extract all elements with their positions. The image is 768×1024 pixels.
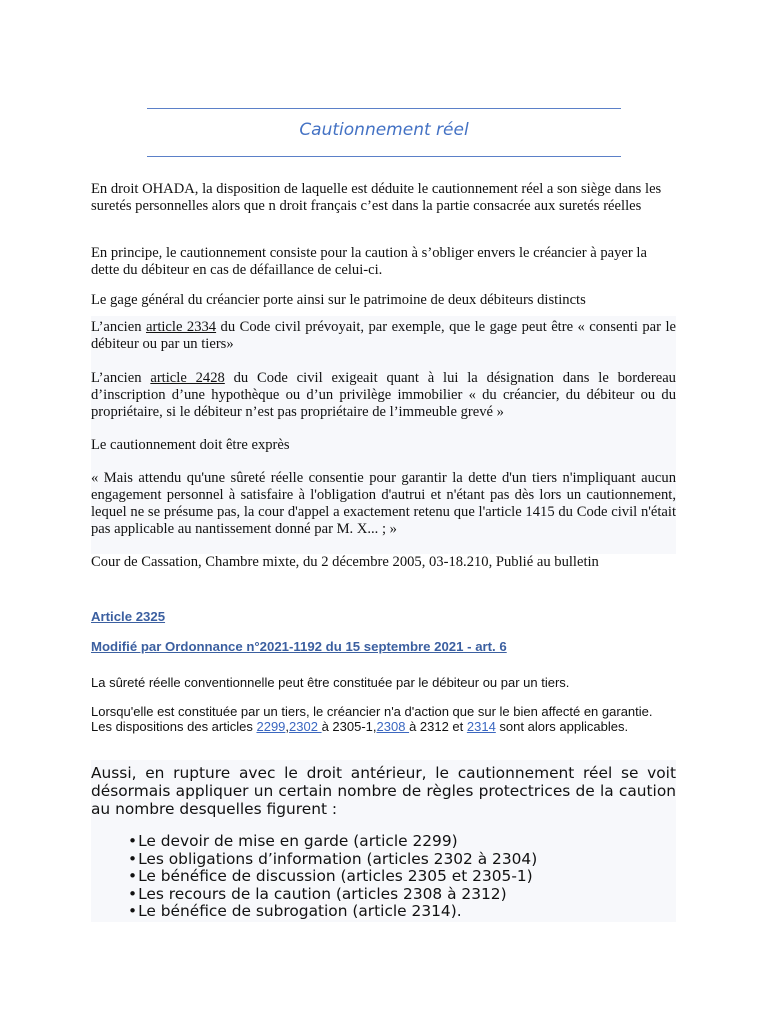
page-title: Cautionnement réel <box>299 120 469 140</box>
modified-by-heading <box>91 638 676 656</box>
paragraph-ancien-2428 <box>91 370 676 421</box>
paragraph-expres: Le cautionnement doit être exprès <box>91 437 290 453</box>
list-item: • Les obligations d’information (articles 2302 à 2304) <box>128 851 537 869</box>
article-2334-link[interactable]: article 2334 <box>145 319 217 335</box>
paragraph-quote: « Mais attendu qu'une sûreté réelle consentie pour garantir la dette d'un tiers n'impliquant aucun engagement personnel à satisfaire à l'obligation d'autrui et n'étant pas dès lors un cautionnement, lequel ne se présume pas, la cour d'appel a exactement retenu que l'article 1415 du Code civil n'était pas applicable au nantissement donné par M. X... ; » <box>91 470 676 537</box>
article-2302-link[interactable]: 2302 <box>289 719 322 734</box>
article-2428-link[interactable]: article 2428 <box>150 370 225 386</box>
article-2308-link[interactable]: 2308 <box>376 719 410 734</box>
title-bottom-rule <box>147 156 621 157</box>
paragraph-ancien-2334 <box>91 319 676 353</box>
text-segment: à 2305-1, <box>321 719 377 734</box>
paragraph-gage: Le gage général du créancier porte ainsi sur le patrimoine de deux débiteurs distincts <box>91 292 586 308</box>
protective-rules-list <box>128 833 537 921</box>
text-segment: , <box>285 719 290 734</box>
paragraph-cassation: Cour de Cassation, Chambre mixte, du 2 décembre 2005, 03-18.210, Publié au bulletin <box>91 554 599 570</box>
paragraph-principe: En principe, le cautionnement consiste pour la caution à s’obliger envers le créancier à payer la dette du débiteur en cas de défaillance de celui-ci. <box>91 245 647 278</box>
list-item: • Le devoir de mise en garde (article 2299) <box>128 833 537 851</box>
text-segment: Lorsqu'elle est constituée par un tiers, le créancier n'a d'action que sur le bien affecté en garantie. Les dispositions des articles <box>91 704 653 734</box>
article-2299-link[interactable]: 2299 <box>256 719 286 734</box>
article-heading <box>91 608 676 626</box>
article-text-2 <box>91 704 676 734</box>
article-text-1: La sûreté réelle conventionnelle peut être constituée par le débiteur ou par un tiers. <box>91 675 570 690</box>
title-top-rule <box>147 108 621 109</box>
text-segment: du Code civil prévoyait, par exemple, que le gage peut être « consenti par le débiteur ou par un tiers» <box>91 319 676 352</box>
ordonnance-link[interactable]: Modifié par Ordonnance n°2021-1192 du 15 septembre 2021 - art. 6 <box>91 639 507 654</box>
paragraph-rupture: Aussi, en rupture avec le droit antérieur, le cautionnement réel se voit désormais appliquer un certain nombre de règles protectrices de la caution au nombre desquelles figurent : <box>91 764 676 818</box>
article-2314-link[interactable]: 2314 <box>466 719 496 734</box>
list-item: • Les recours de la caution (articles 2308 à 2312) <box>128 886 537 904</box>
text-segment: du Code civil exigeait quant à lui la désignation dans le bordereau d’inscription d’une hypothèque ou d’un privilège immobilier « du créancier, du débiteur ou du propriétaire, si le débiteur n’est pas propriétaire de l’immeuble grevé » <box>91 370 676 420</box>
text-segment: L’ancien <box>91 319 146 335</box>
list-item: • Le bénéfice de discussion (articles 2305 et 2305-1) <box>128 868 537 886</box>
list-item: • Le bénéfice de subrogation (article 2314). <box>128 903 537 921</box>
article-2325-link[interactable]: Article 2325 <box>91 609 166 624</box>
text-segment: à 2312 et <box>409 719 467 734</box>
paragraph-ohada: En droit OHADA, la disposition de laquelle est déduite le cautionnement réel a son siège dans les suretés personnelles alors que n droit français c’est dans la partie consacrée aux suretés réelles <box>91 181 662 214</box>
text-segment: sont alors applicables. <box>495 719 629 734</box>
text-segment: L’ancien <box>91 370 151 386</box>
